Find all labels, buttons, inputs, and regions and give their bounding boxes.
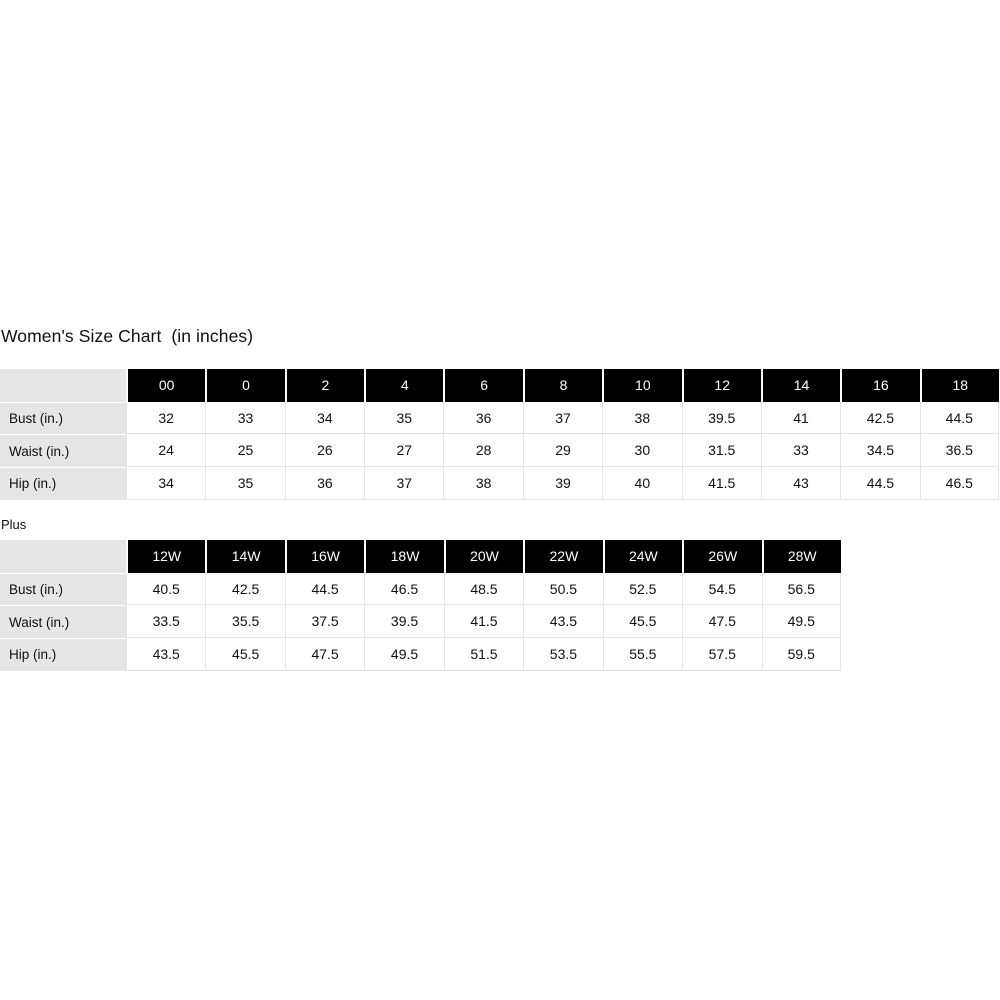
measurement-cell: 35 [205,467,284,500]
measurement-cell: 32 [126,402,205,435]
measurement-cell: 45.5 [205,638,284,671]
size-header-cell: 28W [762,540,842,573]
page-title: Women's Size Chart (in inches) [1,326,254,346]
measurement-cell: 54.5 [682,573,761,606]
size-header-cell: 10 [602,369,681,402]
measurement-cell: 48.5 [444,573,523,606]
measurement-cell: 49.5 [364,638,443,671]
measurement-cell: 40.5 [126,573,205,606]
measurement-cell: 42.5 [205,573,284,606]
measurement-cell: 47.5 [682,605,761,638]
plus-section-label: Plus [1,517,27,532]
measurement-cell: 30 [602,434,681,467]
size-header-row [0,369,999,402]
measurement-cell: 43.5 [126,638,205,671]
table-corner [0,540,126,573]
measurement-cell: 55.5 [603,638,682,671]
measurement-cell: 34 [126,467,205,500]
measurement-cell: 41 [761,402,840,435]
measurement-cell: 57.5 [682,638,761,671]
measurement-cell: 52.5 [603,573,682,606]
measurement-cell: 33 [761,434,840,467]
size-header-cell: 2 [285,369,364,402]
measurement-cell: 46.5 [364,573,443,606]
size-header-cell: 16 [840,369,919,402]
measurement-cell: 35 [364,402,443,435]
size-header-cell: 18 [920,369,999,402]
size-header-cell: 14 [761,369,840,402]
measurement-cell: 43.5 [523,605,602,638]
measurement-cell: 59.5 [762,638,842,671]
size-header-cell: 14W [205,540,284,573]
measurement-cell: 33.5 [126,605,205,638]
measurement-cell: 24 [126,434,205,467]
size-header-cell: 12W [126,540,205,573]
size-header-cell: 00 [126,369,205,402]
measurement-cell: 44.5 [920,402,999,435]
row-label: Waist (in.) [0,605,126,638]
measurement-cell: 41.5 [444,605,523,638]
measurement-cell: 38 [602,402,681,435]
size-header-cell: 0 [205,369,284,402]
measurement-cell: 35.5 [205,605,284,638]
measurement-cell: 37 [364,467,443,500]
measurement-cell: 39 [523,467,602,500]
table-row [0,605,841,638]
measurement-cell: 47.5 [285,638,364,671]
table-row [0,638,841,671]
size-header-cell: 26W [682,540,761,573]
size-header-cell: 16W [285,540,364,573]
size-header-cell: 20W [444,540,523,573]
measurement-cell: 38 [443,467,522,500]
size-header-cell: 4 [364,369,443,402]
size-header-cell: 24W [603,540,682,573]
measurement-cell: 42.5 [840,402,919,435]
row-label: Bust (in.) [0,573,126,606]
row-label: Hip (in.) [0,467,126,500]
measurement-cell: 31.5 [682,434,761,467]
measurement-cell: 25 [205,434,284,467]
measurement-cell: 37.5 [285,605,364,638]
measurement-cell: 37 [523,402,602,435]
measurement-cell: 45.5 [603,605,682,638]
measurement-cell: 26 [285,434,364,467]
table-row [0,434,999,467]
measurement-cell: 29 [523,434,602,467]
measurement-cell: 39.5 [364,605,443,638]
row-label: Waist (in.) [0,434,126,467]
measurement-cell: 56.5 [762,573,842,606]
measurement-cell: 34 [285,402,364,435]
measurement-cell: 28 [443,434,522,467]
row-label: Hip (in.) [0,638,126,671]
measurement-cell: 34.5 [840,434,919,467]
size-header-row [0,540,841,573]
measurement-cell: 51.5 [444,638,523,671]
measurement-cell: 49.5 [762,605,842,638]
measurement-cell: 33 [205,402,284,435]
table-row [0,467,999,500]
plus-size-table [0,540,841,671]
standard-size-table [0,369,999,500]
measurement-cell: 27 [364,434,443,467]
size-header-cell: 18W [364,540,443,573]
size-header-cell: 6 [443,369,522,402]
measurement-cell: 46.5 [920,467,999,500]
table-corner [0,369,126,402]
measurement-cell: 39.5 [682,402,761,435]
measurement-cell: 36.5 [920,434,999,467]
measurement-cell: 50.5 [523,573,602,606]
size-header-cell: 22W [523,540,602,573]
measurement-cell: 44.5 [285,573,364,606]
measurement-cell: 41.5 [682,467,761,500]
measurement-cell: 36 [443,402,522,435]
table-row [0,402,999,435]
measurement-cell: 44.5 [840,467,919,500]
table-row [0,573,841,606]
row-label: Bust (in.) [0,402,126,435]
measurement-cell: 36 [285,467,364,500]
measurement-cell: 53.5 [523,638,602,671]
size-header-cell: 12 [682,369,761,402]
size-header-cell: 8 [523,369,602,402]
measurement-cell: 43 [761,467,840,500]
measurement-cell: 40 [602,467,681,500]
